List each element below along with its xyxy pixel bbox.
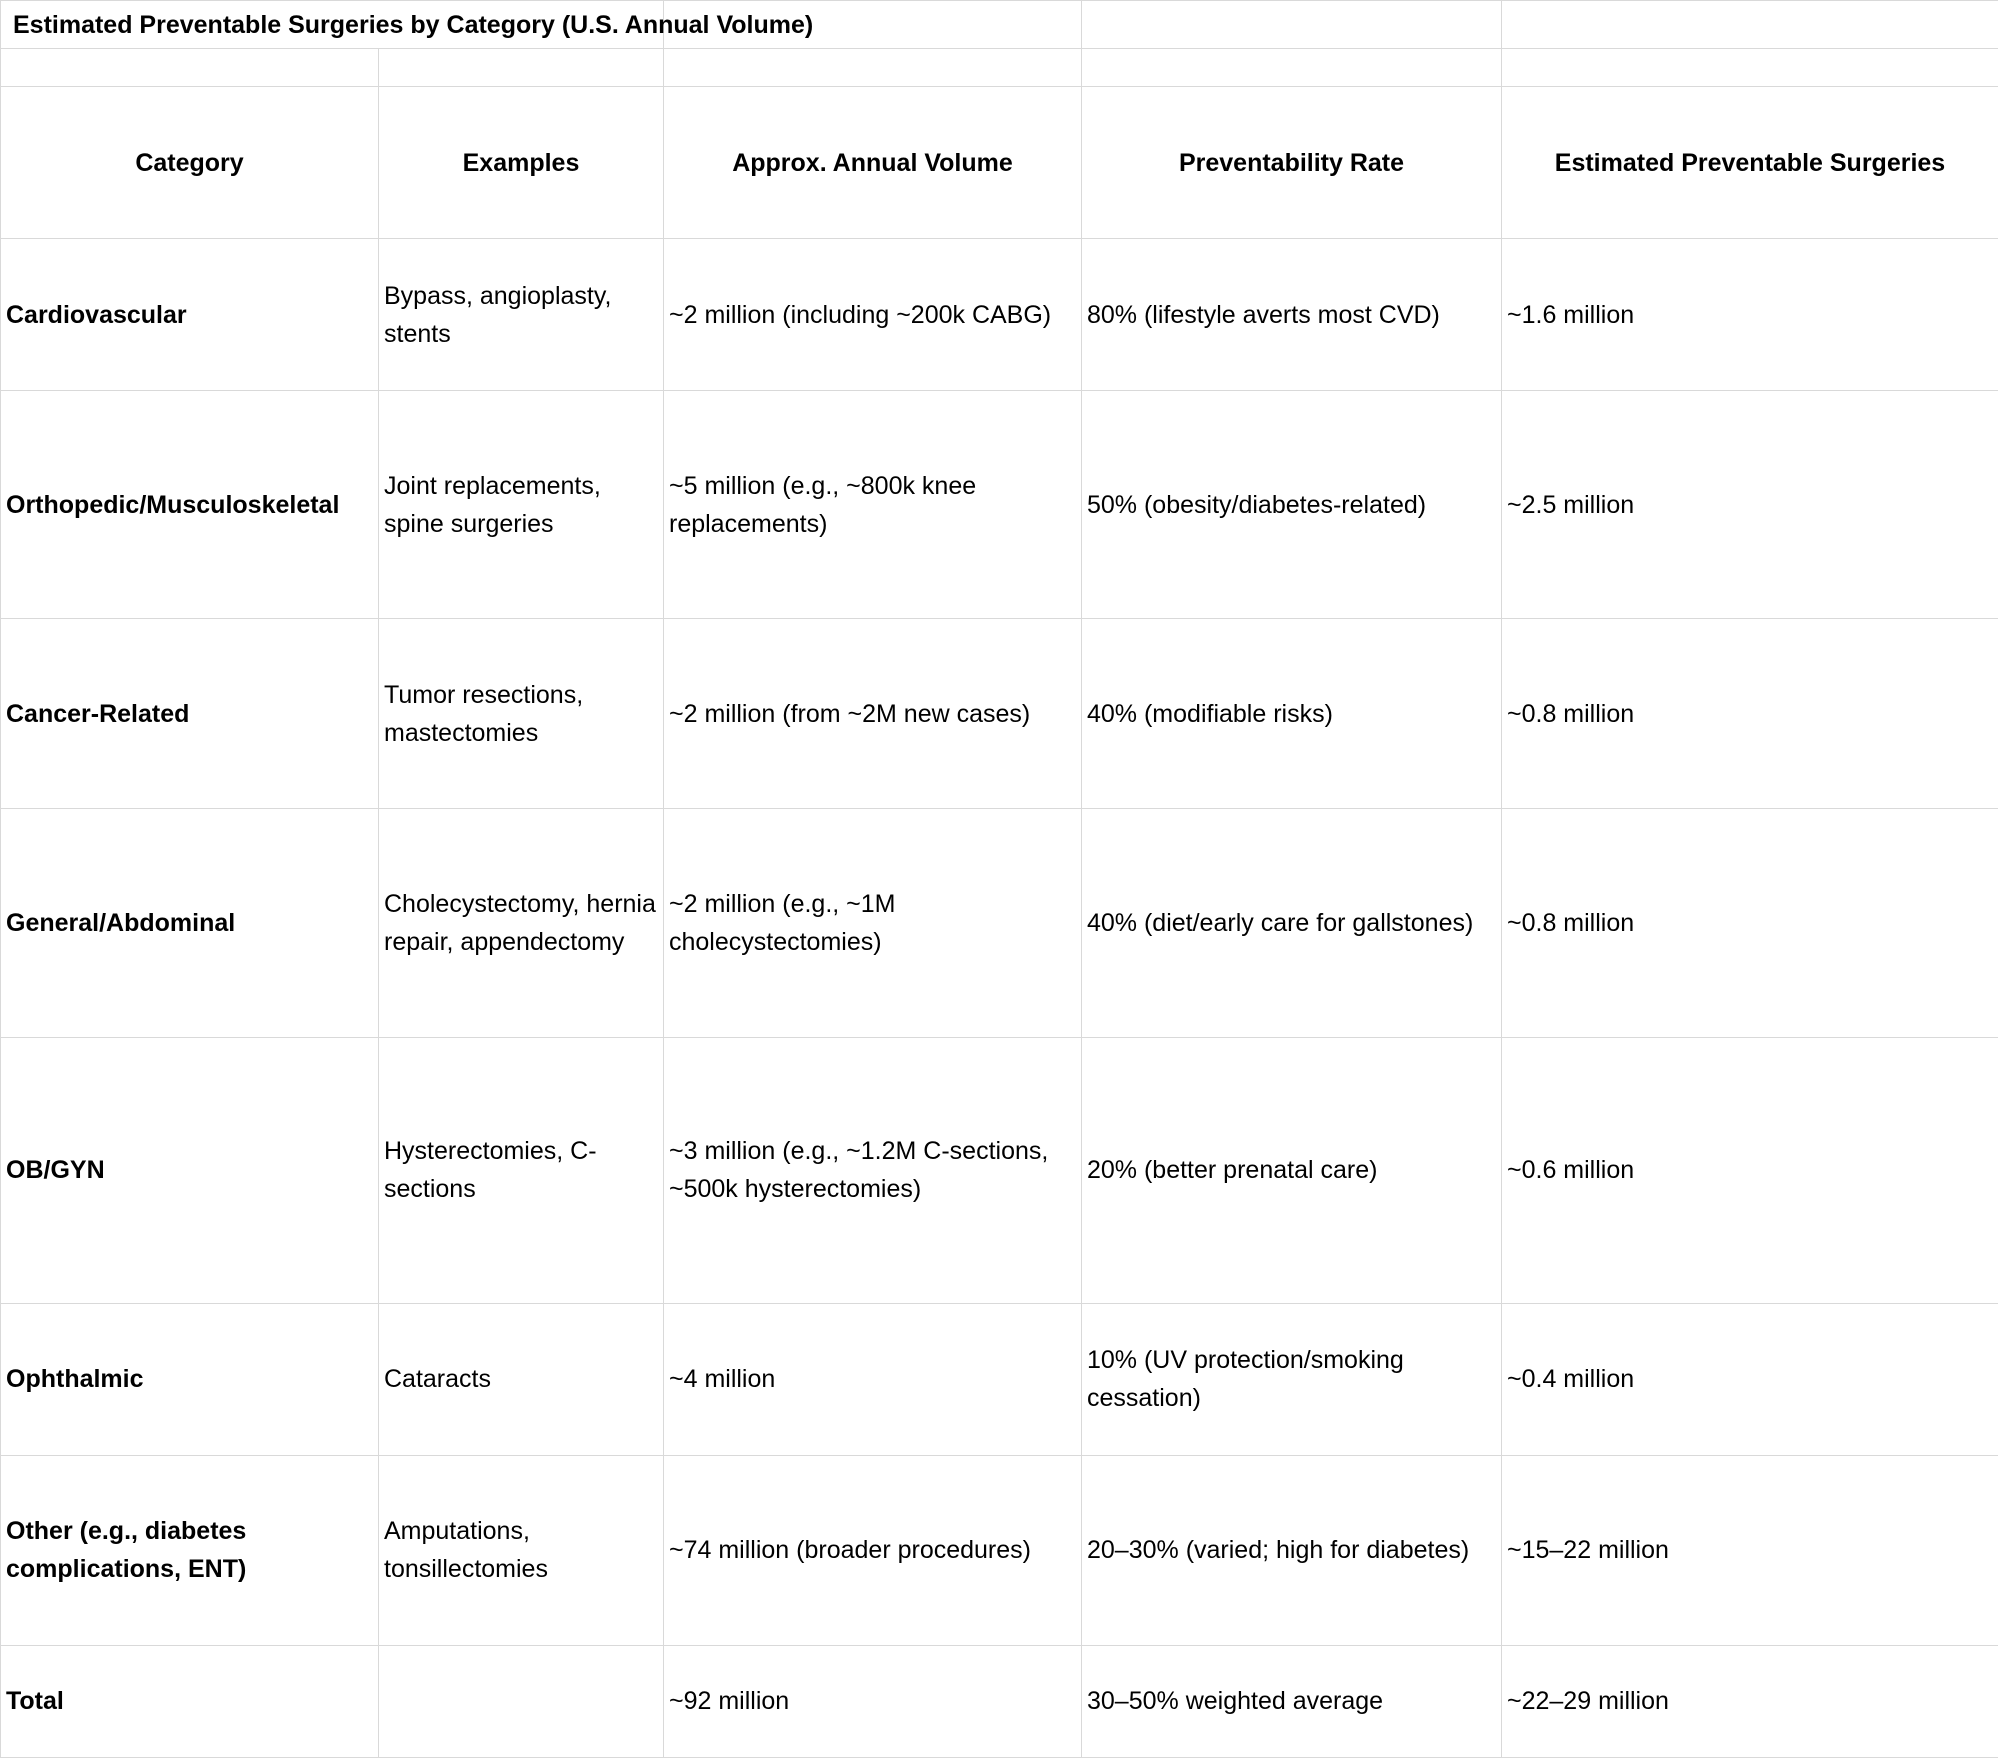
table-row — [1, 239, 1998, 391]
rate-cell[interactable]: 40% (modifiable risks) — [1082, 619, 1502, 809]
table-row — [1, 391, 1998, 619]
rate-cell[interactable]: 80% (lifestyle averts most CVD) — [1082, 239, 1502, 391]
estimate-cell[interactable]: ~0.8 million — [1502, 809, 1998, 1037]
rate-cell[interactable]: 20% (better prenatal care) — [1082, 1037, 1502, 1303]
examples-cell[interactable]: Tumor resections, mastectomies — [379, 619, 664, 809]
examples-cell[interactable]: Bypass, angioplasty, stents — [379, 239, 664, 391]
estimate-cell[interactable]: ~22–29 million — [1502, 1645, 1998, 1757]
estimate-cell[interactable]: ~0.6 million — [1502, 1037, 1998, 1303]
total-row — [1, 1645, 1998, 1757]
category-cell[interactable]: OB/GYN — [1, 1037, 379, 1303]
estimate-cell[interactable]: ~0.4 million — [1502, 1303, 1998, 1455]
header-examples[interactable]: Examples — [379, 87, 664, 239]
header-row — [1, 87, 1998, 239]
volume-cell[interactable]: ~2 million (from ~2M new cases) — [664, 619, 1082, 809]
volume-cell[interactable]: ~3 million (e.g., ~1.2M C-sections, ~500k hysterectomies) — [664, 1037, 1082, 1303]
examples-cell[interactable]: Cholecystectomy, hernia repair, appendectomy — [379, 809, 664, 1037]
volume-cell[interactable]: ~92 million — [664, 1645, 1082, 1757]
empty-cell[interactable] — [1, 49, 379, 87]
header-volume[interactable]: Approx. Annual Volume — [664, 87, 1082, 239]
spacer-row — [1, 49, 1998, 87]
examples-cell[interactable]: Amputations, tonsillectomies — [379, 1455, 664, 1645]
estimate-cell[interactable]: ~0.8 million — [1502, 619, 1998, 809]
table-row — [1, 1037, 1998, 1303]
estimate-cell[interactable]: ~2.5 million — [1502, 391, 1998, 619]
empty-cell[interactable] — [1082, 1, 1502, 49]
estimate-cell[interactable]: ~1.6 million — [1502, 239, 1998, 391]
category-cell[interactable]: Other (e.g., diabetes complications, ENT) — [1, 1455, 379, 1645]
rate-cell[interactable]: 20–30% (varied; high for diabetes) — [1082, 1455, 1502, 1645]
empty-cell[interactable] — [1082, 49, 1502, 87]
rate-cell[interactable]: 40% (diet/early care for gallstones) — [1082, 809, 1502, 1037]
empty-cell[interactable] — [379, 49, 664, 87]
estimate-cell[interactable]: ~15–22 million — [1502, 1455, 1998, 1645]
examples-cell[interactable]: Cataracts — [379, 1303, 664, 1455]
total-label-cell[interactable]: Total — [1, 1645, 379, 1757]
header-estimate[interactable]: Estimated Preventable Surgeries — [1502, 87, 1998, 239]
table-row — [1, 619, 1998, 809]
category-cell[interactable]: Orthopedic/Musculoskeletal — [1, 391, 379, 619]
volume-cell[interactable]: ~74 million (broader procedures) — [664, 1455, 1082, 1645]
examples-cell[interactable]: Joint replacements, spine surgeries — [379, 391, 664, 619]
volume-cell[interactable]: ~5 million (e.g., ~800k knee replacements) — [664, 391, 1082, 619]
category-cell[interactable]: General/Abdominal — [1, 809, 379, 1037]
empty-cell[interactable] — [664, 49, 1082, 87]
header-rate[interactable]: Preventability Rate — [1082, 87, 1502, 239]
category-cell[interactable]: Cardiovascular — [1, 239, 379, 391]
volume-cell[interactable]: ~4 million — [664, 1303, 1082, 1455]
volume-cell[interactable]: ~2 million (including ~200k CABG) — [664, 239, 1082, 391]
rate-cell[interactable]: 30–50% weighted average — [1082, 1645, 1502, 1757]
sheet-title[interactable]: Estimated Preventable Surgeries by Category (U.S. Annual Volume) — [1, 1, 664, 49]
volume-cell[interactable]: ~2 million (e.g., ~1M cholecystectomies) — [664, 809, 1082, 1037]
table-row — [1, 1303, 1998, 1455]
table-row — [1, 1455, 1998, 1645]
examples-cell[interactable] — [379, 1645, 664, 1757]
table-row — [1, 809, 1998, 1037]
category-cell[interactable]: Ophthalmic — [1, 1303, 379, 1455]
rate-cell[interactable]: 10% (UV protection/smoking cessation) — [1082, 1303, 1502, 1455]
title-row — [1, 1, 1998, 49]
empty-cell[interactable] — [1502, 49, 1998, 87]
header-category[interactable]: Category — [1, 87, 379, 239]
examples-cell[interactable]: Hysterectomies, C-sections — [379, 1037, 664, 1303]
category-cell[interactable]: Cancer-Related — [1, 619, 379, 809]
empty-cell[interactable] — [1502, 1, 1998, 49]
rate-cell[interactable]: 50% (obesity/diabetes-related) — [1082, 391, 1502, 619]
